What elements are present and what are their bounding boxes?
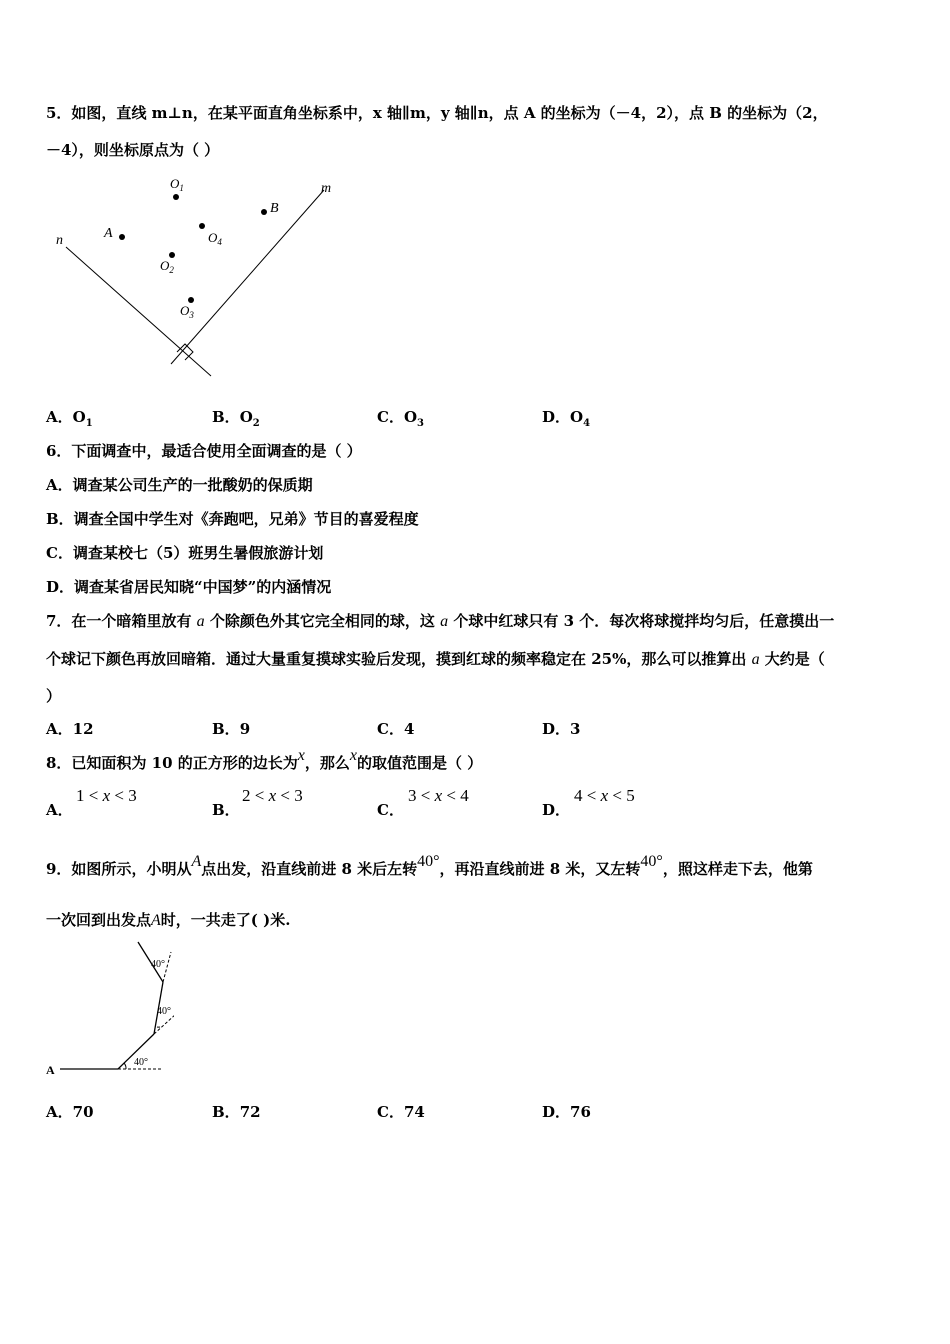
q5-option-c[interactable]: C．$O_3$	[377, 408, 424, 429]
q5-stem-line2: －4），则坐标原点为（ ）	[46, 141, 220, 159]
label-B: B	[270, 201, 279, 216]
q9-option-a[interactable]: A．70	[46, 1103, 94, 1121]
q8-option-d-expr[interactable]: 4 < x < 5	[574, 786, 635, 805]
q8-option-c-expr[interactable]: 3 < x < 4	[408, 786, 469, 805]
q6-option-a[interactable]: A．调查某公司生产的一批酸奶的保质期	[46, 476, 313, 494]
q8-option-a-expr[interactable]: 1 < x < 3	[76, 786, 137, 805]
q5-option-a[interactable]: A．$O_1$	[46, 408, 93, 429]
q7-option-a[interactable]: A．12	[46, 720, 94, 738]
q8-option-b-letter[interactable]: B．	[212, 801, 240, 819]
q8-option-c-letter[interactable]: C．	[377, 801, 404, 819]
angle-label-1: 40°	[134, 1057, 148, 1068]
angle-label-3: 40°	[151, 959, 165, 970]
q5-figure	[46, 172, 346, 382]
angle-arc-1	[124, 1063, 126, 1069]
q6-option-d[interactable]: D．调查某省居民知晓“中国梦”的内涵情况	[46, 578, 332, 596]
q9-option-d[interactable]: D．76	[542, 1103, 591, 1121]
q7-stem-line3: ）	[46, 687, 62, 705]
point-O1	[173, 194, 179, 200]
q9-stem-line2: 一次回到出发点A时，一共走了( )米.	[46, 911, 291, 929]
q9-stem-line1: 9．如图所示，小明从A点出发，沿直线前进 8 米后左转40°，再沿直线前进 8 米，又左转40°，照这样走下去，他第	[46, 853, 813, 878]
q7-stem-line2: 个球记下颜色再放回暗箱．通过大量重复摸球实验后发现，摸到红球的频率稳定在 25%，那么可以推算出 a 大约是（	[46, 650, 825, 668]
q9-option-c[interactable]: C．74	[377, 1103, 425, 1121]
q8-stem: 8．已知面积为 10 的正方形的边长为x，那么x的取值范围是（ ）	[46, 747, 483, 772]
point-O4	[199, 223, 205, 229]
label-A: A	[46, 1063, 55, 1077]
label-A: A	[104, 226, 113, 241]
q9-option-b[interactable]: B．72	[212, 1103, 261, 1121]
q7-option-d[interactable]: D．3	[542, 720, 581, 738]
label-O3: $O_3$	[180, 303, 194, 320]
q5-stem-line1: 5．如图，直线 m⊥n，在某平面直角坐标系中，x 轴∥m，y 轴∥n，点 A 的坐标为（－4，2），点 B 的坐标为（2，	[46, 104, 828, 122]
point-A	[119, 234, 125, 240]
label-O2: $O_2$	[160, 258, 174, 275]
q9-figure	[44, 938, 174, 1080]
label-n: n	[56, 233, 63, 248]
line-m	[171, 190, 324, 364]
label-m: m	[321, 181, 332, 196]
q6-option-c[interactable]: C．调查某校七（5）班男生暑假旅游计划	[46, 544, 324, 562]
q7-option-b[interactable]: B．9	[212, 720, 251, 738]
q7-option-c[interactable]: C．4	[377, 720, 415, 738]
q5-option-b[interactable]: B．$O_2$	[212, 408, 260, 429]
point-B	[261, 209, 267, 215]
angle-label-2: 40°	[157, 1006, 171, 1017]
q6-stem: 6．下面调查中，最适合使用全面调查的是（ ）	[46, 442, 362, 460]
q5-option-d[interactable]: D．$O_4$	[542, 408, 591, 429]
q6-option-b[interactable]: B．调查全国中学生对《奔跑吧，兄弟》节目的喜爱程度	[46, 510, 419, 528]
q7-stem-line1: 7．在一个暗箱里放有 a 个除颜色外其它完全相同的球，这 a 个球中红球只有 3 个．每次将球搅拌均匀后，任意摸出一	[46, 612, 835, 630]
q8-option-a-letter[interactable]: A．	[46, 801, 73, 819]
label-O1: $O_1$	[170, 176, 184, 193]
q8-option-d-letter[interactable]: D．	[542, 801, 571, 819]
q8-option-b-expr[interactable]: 2 < x < 3	[242, 786, 303, 805]
label-O4: $O_4$	[208, 230, 222, 247]
point-O2	[169, 252, 175, 258]
